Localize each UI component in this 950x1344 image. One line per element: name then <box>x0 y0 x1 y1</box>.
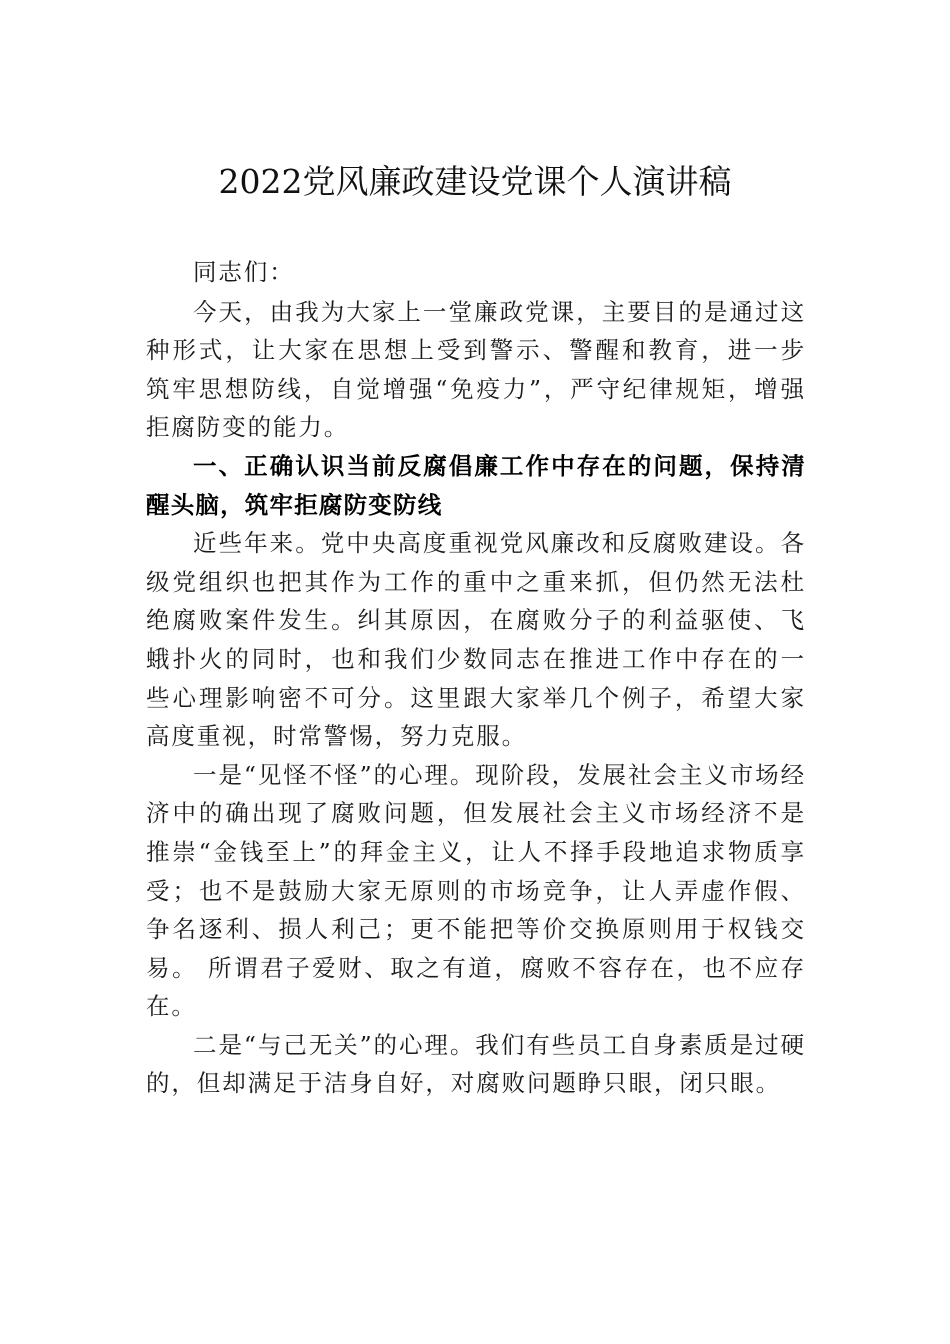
paragraph-point-1: 一是“见怪不怪”的心理。现阶段，发展社会主义市场经济中的确出现了腐败问题，但发展社会主义市场经济不是推崇“金钱至上”的拜金主义，让人不择手段地追求物质享受；也不是鼓励大家无原则的市场竞争，让人弄虚作假、争名逐利、损人利己；更不能把等价交换原则用于权钱交易。 所谓君子爱财、取之有道，腐败不容存在，也不应存在。 <box>146 760 806 1021</box>
document-body <box>146 253 806 1103</box>
paragraph-point-2: 二是“与己无关”的心理。我们有些员工自身素质是过硬的，但却满足于洁身自好，对腐败问题睁只眼，闭只眼。 <box>146 1030 806 1098</box>
greeting: 同志们： <box>193 258 295 286</box>
paragraph-background: 近些年来。党中央高度重视党风廉改和反腐败建设。各级党组织也把其作为工作的重中之重来抓，但仍然无法杜绝腐败案件发生。纠其原因，在腐败分子的利益驱使、飞蛾扑火的同时，也和我们少数同志在推进工作中存在的一些心理影响密不可分。这里跟大家举几个例子，希望大家高度重视，时常警惕，努力克服。 <box>146 529 806 751</box>
section-heading-1: 一、正确认识当前反腐倡廉工作中存在的问题，保持清醒头脑，筑牢拒腐防变防线 <box>146 451 806 519</box>
document-title: 2022党风廉政建设党课个人演讲稿 <box>218 162 732 201</box>
paragraph-intro: 今天，由我为大家上一堂廉政党课，主要目的是通过这种形式，让大家在思想上受到警示、警醒和教育，进一步筑牢思想防线，自觉增强“免疫力”，严守纪律规矩，增强拒腐防变的能力。 <box>146 297 806 442</box>
